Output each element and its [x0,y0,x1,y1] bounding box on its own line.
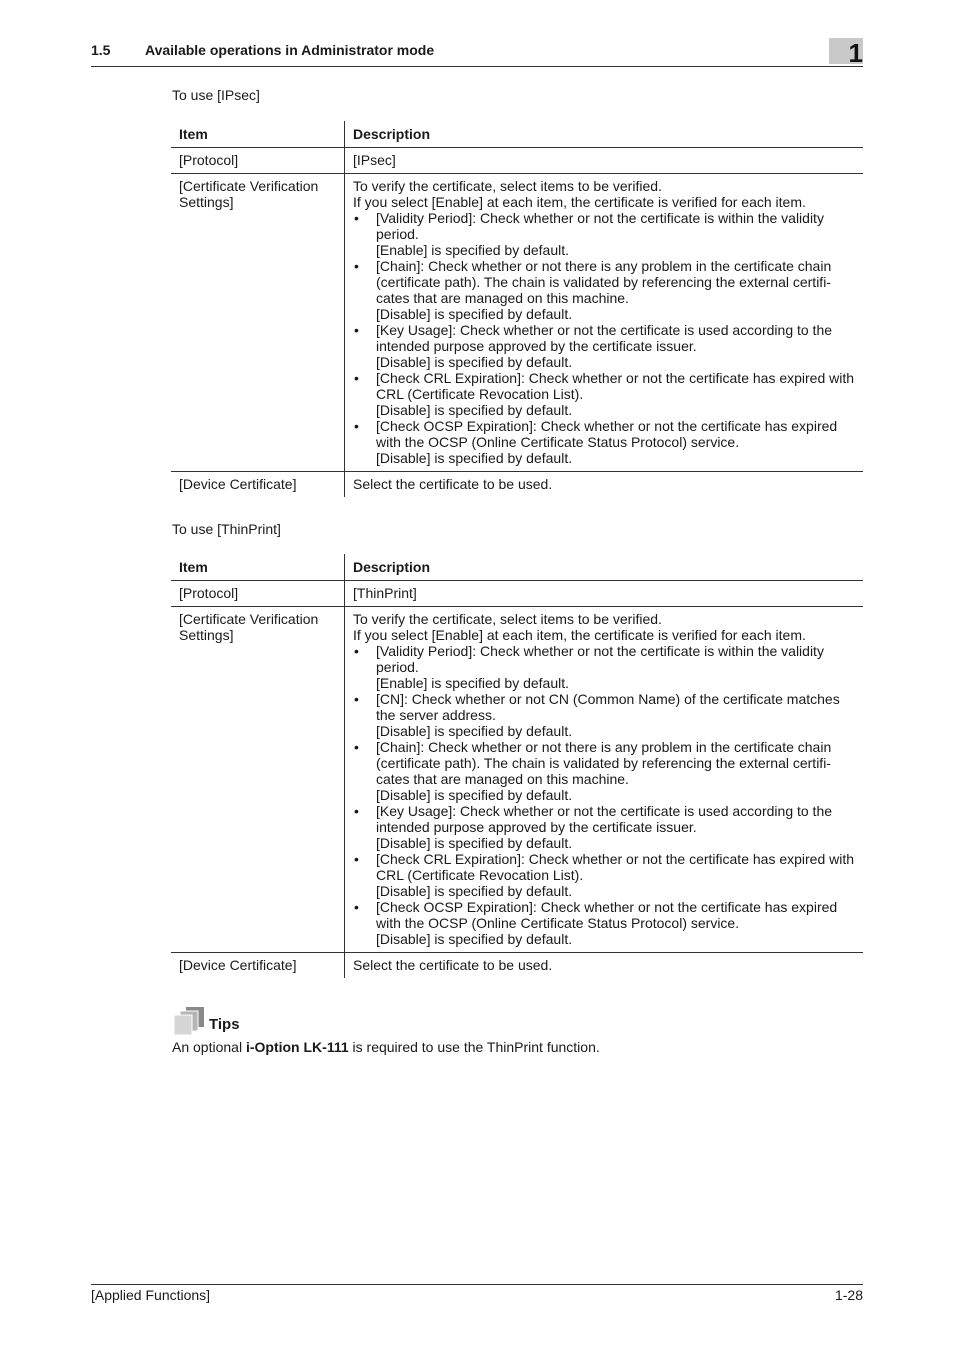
bullet-text: • [Validity Period]: Check whether or not the certificate is within the validity period. [376,210,824,242]
bullet-text: • [Check OCSP Expiration]: Check whether or not the certificate has expired with the OCSP (Online Certificate Status Protocol) service. [376,418,838,450]
bullet-default: [Disable] is specified by default. [376,835,573,851]
bullet-text: • [Chain]: Check whether or not there is any problem in the certificate chain (certificate path). The chain is validated by referencing the external certifi- cates that are managed on this machine. [376,258,832,306]
list-item [353,643,855,691]
bullet-list [353,643,855,947]
list-item [353,739,855,803]
desc-line: To verify the certificate, select items to be verified. [353,178,662,194]
page-number: 1-28 [834,1287,863,1303]
bullet-text: • [Validity Period]: Check whether or not the certificate is within the validity period. [376,643,824,675]
bullet-text: • [CN]: Check whether or not CN (Common Name) of the certificate matches the server address. [376,691,840,723]
bullet-text: • [Check OCSP Expiration]: Check whether or not the certificate has expired with the OCSP (Online Certificate Status Protocol) service. [376,899,838,931]
bullet-text: • [Key Usage]: Check whether or not the certificate is used according to the intended purpose approved by the certificate issuer. [376,322,833,354]
table-row [171,148,863,174]
bullet-default: [Disable] is specified by default. [376,883,573,899]
section-title: Available operations in Administrator mode [145,42,435,58]
list-item [353,322,855,370]
tips-text-before: An optional [172,1039,246,1055]
item-cell: [Device Certificate] [171,472,345,498]
tips-text [172,1039,600,1055]
bullet-text: • [Key Usage]: Check whether or not the certificate is used according to the intended purpose approved by the certificate issuer. [376,803,833,835]
description-cell: Select the certificate to be used. [353,476,553,492]
description-cell: [ThinPrint] [345,581,864,607]
desc-line: To verify the certificate, select items to be verified. [353,611,662,627]
description-cell [345,174,864,472]
bullet-default: [Disable] is specified by default. [376,931,573,947]
col-item-header: Item [171,554,345,581]
thinprint-table [171,554,863,978]
desc-line: If you select [Enable] at each item, the certificate is verified for each item. [353,627,806,643]
footer-chapter-name: [Applied Functions] [91,1287,211,1303]
bullet-default: [Disable] is specified by default. [376,450,573,466]
bullet-default: [Disable] is specified by default. [376,787,573,803]
list-item [353,258,855,322]
tips-icon [172,1006,206,1036]
col-description-header: Description [345,121,864,148]
list-item [353,899,855,947]
item-cell: [Protocol] [171,148,345,174]
bullet-default: [Enable] is specified by default. [376,242,570,258]
tips-option-name: i-Option LK-111 [245,1039,349,1055]
ipsec-table [171,121,863,497]
item-cell: [Certificate Verification Settings] [171,174,345,472]
col-description-header: Description [345,554,864,581]
list-item [353,691,855,739]
desc-line: If you select [Enable] at each item, the certificate is verified for each item. [353,194,806,210]
bullet-default: [Enable] is specified by default. [376,675,570,691]
tips-text-after: is required to use the ThinPrint function. [348,1039,600,1055]
ipsec-intro: To use [IPsec] [172,87,260,103]
bullet-default: [Disable] is specified by default. [376,723,573,739]
col-item-header: Item [171,121,345,148]
item-cell: [Protocol] [171,581,345,607]
list-item [353,418,855,466]
thinprint-intro: To use [ThinPrint] [172,521,281,537]
chapter-number: 1 [848,38,863,68]
bullet-text: • [Chain]: Check whether or not there is any problem in the certificate chain (certificate path). The chain is validated by referencing the external certifi- cates that are managed on this machine. [376,739,832,787]
table-row [171,472,863,498]
bullet-default: [Disable] is specified by default. [376,354,573,370]
list-item [353,210,855,258]
description-cell: [IPsec] [345,148,864,174]
bullet-text: • [Check CRL Expiration]: Check whether or not the certificate has expired with CRL (Certificate Revocation List). [376,370,855,402]
table-row [171,581,863,607]
page-footer [91,1284,863,1307]
item-cell: [Certificate Verification Settings] [171,607,345,953]
description-cell [345,607,864,953]
list-item [353,370,855,418]
table-header-row [171,121,863,148]
tips-label: Tips [209,1016,240,1033]
bullet-list [353,210,855,466]
section-number: 1.5 [91,42,111,58]
bullet-default: [Disable] is specified by default. [376,402,573,418]
tips-heading [172,1006,472,1038]
description-cell: Select the certificate to be used. [353,957,553,973]
bullet-default: [Disable] is specified by default. [376,306,573,322]
table-row [171,607,863,953]
table-row [171,174,863,472]
bullet-text: • [Check CRL Expiration]: Check whether or not the certificate has expired with CRL (Certificate Revocation List). [376,851,855,883]
list-item [353,803,855,851]
table-header-row [171,554,863,581]
page-header [91,40,863,67]
item-cell: [Device Certificate] [171,953,345,979]
table-row [171,953,863,979]
list-item [353,851,855,899]
